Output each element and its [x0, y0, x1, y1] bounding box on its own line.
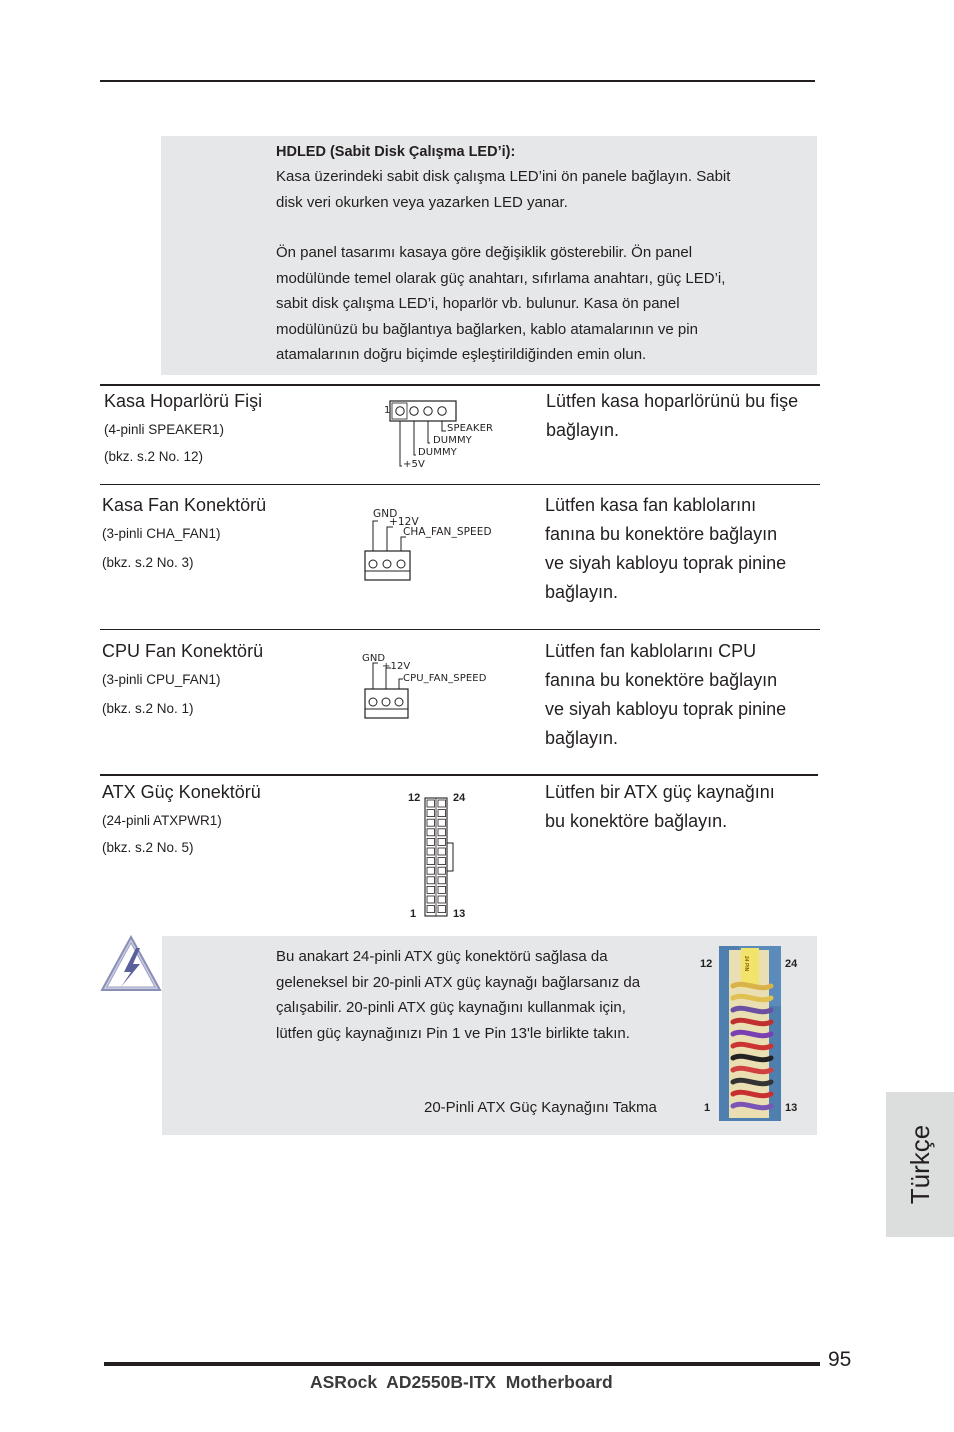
pin-12-label: 12 — [408, 792, 421, 804]
top-rule — [100, 80, 815, 82]
language-tab-label: Türkçe — [904, 1124, 935, 1205]
atx-pin — [427, 848, 435, 855]
section-rule — [100, 384, 820, 386]
gnd-label: GND — [362, 653, 386, 664]
pin-1-label: 1 — [410, 908, 417, 920]
speaker-connector-diagram — [380, 400, 510, 472]
hdled-text: Kasa üzerindeki sabit disk çalışma LED’ini ön panele bağlayın. Sabit disk veri okurken veya yazarken LED yanar. — [276, 168, 731, 211]
page-number: 95 — [828, 1348, 852, 1371]
section-rule — [100, 484, 820, 485]
atx-photo-svg — [719, 946, 781, 1121]
language-tab — [886, 1092, 954, 1237]
atx-pin — [438, 906, 446, 913]
speaker-description: Lütfen kasa hoparlörünü bu fişe bağlayın. — [546, 391, 799, 440]
atx-pin — [427, 858, 435, 865]
fan-speed-label: CHA_FAN_SPEED — [403, 526, 492, 538]
cpu-fan-title: CPU Fan Konektörü — [102, 641, 264, 661]
atx-power-photo — [719, 946, 781, 1121]
atx-ref: (bkz. s.2 No. 5) — [102, 840, 194, 855]
footer-rule — [104, 1362, 820, 1366]
atx-pin — [427, 906, 435, 913]
speaker-label: SPEAKER — [447, 423, 494, 434]
section-rule — [100, 629, 820, 630]
atx-pins: (24-pinli ATXPWR1) — [102, 813, 222, 828]
atx-pin — [438, 810, 446, 817]
gnd-label: GND — [373, 508, 398, 520]
cha-fan-title: Kasa Fan Konektörü — [102, 495, 267, 515]
warning-icon — [100, 934, 162, 992]
speaker-title: Kasa Hoparlörü Fişi — [104, 391, 263, 411]
cha-fan-description: Lütfen kasa fan kablolarını fanına bu konektöre bağlayın ve siyah kabloyu toprak pinine bağlayın. — [545, 495, 787, 602]
atx-pin — [427, 819, 435, 826]
cha-fan-connector-diagram — [360, 505, 510, 585]
pin1-label: 1 — [384, 405, 391, 416]
plus12v-label: +12V — [382, 661, 411, 672]
atx-pin — [438, 867, 446, 874]
speaker-pins: (4-pinli SPEAKER1) — [104, 422, 225, 437]
atx-pin — [427, 886, 435, 893]
dummy-label: DUMMY — [418, 447, 457, 458]
atx-pin — [438, 858, 446, 865]
atx-pin — [427, 877, 435, 884]
pin-13-label: 13 — [453, 908, 466, 920]
atx-pin — [427, 838, 435, 845]
atx-pin — [438, 896, 446, 903]
warning-text: Bu anakart 24-pinli ATX güç konektörü sağlasa da geleneksel bir 20-pinli ATX güç kaynağı bağlarsanız da çalışabilir. 20-pinli ATX güç kaynağını kullanmak için, lütfen güç kaynağınızı Pin 1 ve Pin 13'le birlikte takın. — [276, 948, 641, 1042]
cpu-fan-description: Lütfen fan kablolarını CPU fanına bu konektöre bağlayın ve siyah kabloyu toprak pinine bağlayın. — [545, 641, 787, 748]
atx-connector-svg — [400, 788, 480, 923]
atx-pin — [438, 800, 446, 807]
cpu-fan-ref: (bkz. s.2 No. 1) — [102, 701, 194, 716]
atx-pin — [427, 867, 435, 874]
atx-pin — [427, 829, 435, 836]
cha-fan-ref: (bkz. s.2 No. 3) — [102, 555, 194, 570]
photo-pin-24: 24 — [785, 958, 798, 970]
photo-pin-12: 12 — [700, 958, 713, 970]
front-panel-note: Ön panel tasarımı kasaya göre değişiklik gösterebilir. Ön panel modülünde temel olarak güç anahtarı, sıfırlama anahtarı, güç LED’i, sabit disk çalışma LED’i, hoparlör vb. bulunur. Kasa ön panel modülünüzü bu bağlantıya bağlarken, kablo atamalarının ve pin atamalarının doğru biçimde eşleştirildiğinden emin olun. — [276, 244, 726, 363]
atx-pin — [438, 877, 446, 884]
atx-pin — [438, 848, 446, 855]
atx-pin — [427, 896, 435, 903]
atx-pin — [438, 886, 446, 893]
atx-pin — [427, 810, 435, 817]
photo-caption: 20-Pinli ATX Güç Kaynağını Takma — [424, 1099, 657, 1116]
atx-pin — [438, 819, 446, 826]
cpu-fan-pins: (3-pinli CPU_FAN1) — [102, 672, 221, 687]
cha-fan-pins: (3-pinli CHA_FAN1) — [102, 526, 221, 541]
speaker-ref: (bkz. s.2 No. 12) — [104, 449, 204, 464]
hdled-heading: HDLED (Sabit Disk Çalışma LED’i): — [276, 144, 516, 160]
atx-description: Lütfen bir ATX güç kaynağını bu konektöre bağlayın. — [545, 782, 775, 831]
atx-connector-diagram — [400, 788, 480, 923]
atx-pin — [438, 829, 446, 836]
atx-pin — [438, 838, 446, 845]
cpu-fan-connector-diagram — [358, 650, 508, 722]
dummy-label: DUMMY — [433, 435, 472, 446]
warning-triangle-svg — [100, 934, 162, 992]
atx-pin — [427, 800, 435, 807]
fan-speed-label: CPU_FAN_SPEED — [403, 673, 487, 684]
plus12v-label: +12V — [389, 516, 419, 528]
footer-model: ASRock AD2550B-ITX Motherboard — [310, 1372, 613, 1392]
atx-title: ATX Güç Konektörü — [102, 782, 261, 802]
photo-pin-13: 13 — [785, 1102, 798, 1114]
pin-24-label: 24 — [453, 792, 466, 804]
photo-label: 24 PIN — [743, 956, 749, 972]
section-rule — [100, 774, 818, 776]
plus5v-label: +5V — [403, 459, 425, 470]
photo-pin-1: 1 — [704, 1102, 711, 1114]
